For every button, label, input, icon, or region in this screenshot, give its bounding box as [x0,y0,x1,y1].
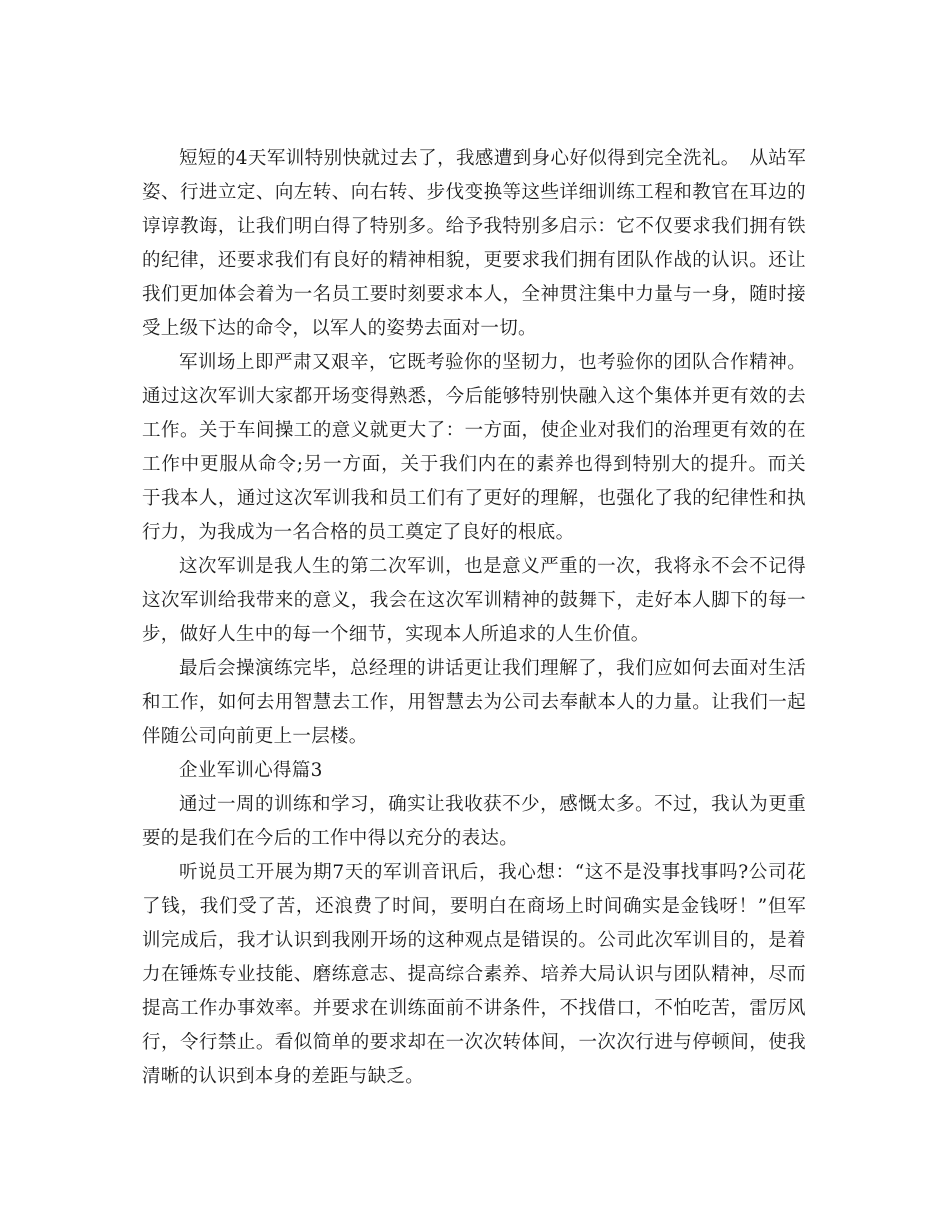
paragraph-4: 最后会操演练完毕，总经理的讲话更让我们理解了，我们应如何去面对生活和工作，如何去用智慧去工作，用智慧去为公司去奉献本人的力量。让我们一起伴随公司向前更上一层楼。 [142,658,806,747]
paragraph-2: 军训场上即严肃又艰辛，它既考验你的坚韧力，也考验你的团队合作精神。通过这次军训大家都开场变得熟悉，今后能够特别快融入这个集体并更有效的去工作。关于车间操工的意义就更大了：一方面，使企业对我们的治理更有效的在工作中更服从命令;另一方面，关于我们内在的素养也得到特别大的提升。而关于我本人，通过这次军训我和员工们有了更好的理解，也强化了我的纪律性和执行力，为我成为一名合格的员工奠定了良好的根底。 [142,352,806,543]
section-heading: 企业军训心得篇3 [179,760,323,781]
paragraph-5: 通过一周的训练和学习，确实让我收获不少，感慨太多。不过，我认为更重要的是我们在今后的工作中得以充分的表达。 [142,794,806,849]
paragraph-3: 这次军训是我人生的第二次军训，也是意义严重的一次，我将永不会不记得这次军训给我带来的意义，我会在这次军训精神的鼓舞下，走好本人脚下的每一步，做好人生中的每一个细节，实现本人所追求的人生价值。 [142,556,806,645]
paragraph-1: 短短的4天军训特别快就过去了，我感遭到身心好似得到完全洗礼。 从站军姿、行进立定、向左转、向右转、步伐变换等这些详细训练工程和教官在耳边的谆谆教诲，让我们明白得了特别多。给予我特别多启示：它不仅要求我们拥有铁的纪律，还要求我们有良好的精神相貌，更要求我们拥有团队作战的认识。还让我们更加体会着为一名员工要时刻要求本人，全神贯注集中力量与一身，随时接受上级下达的命令，以军人的姿势去面对一切。 [142,148,806,339]
paragraph-6: 听说员工开展为期7天的军训音讯后，我心想：“这不是没事找事吗?公司花了钱，我们受了苦，还浪费了时间，要明白在商场上时间确实是金钱呀！”但军训完成后，我才认识到我刚开场的这种观点是错误的。公司此次军训目的，是着力在锤炼专业技能、磨练意志、提高综合素养、培养大局认识与团队精神，尽而提高工作办事效率。并要求在训练面前不讲条件，不找借口，不怕吃苦，雷厉风行，令行禁止。看似简单的要求却在一次次转体间，一次次行进与停顿间，使我清晰的认识到本身的差距与缺乏。 [142,862,806,1087]
document-body [142,142,806,1094]
